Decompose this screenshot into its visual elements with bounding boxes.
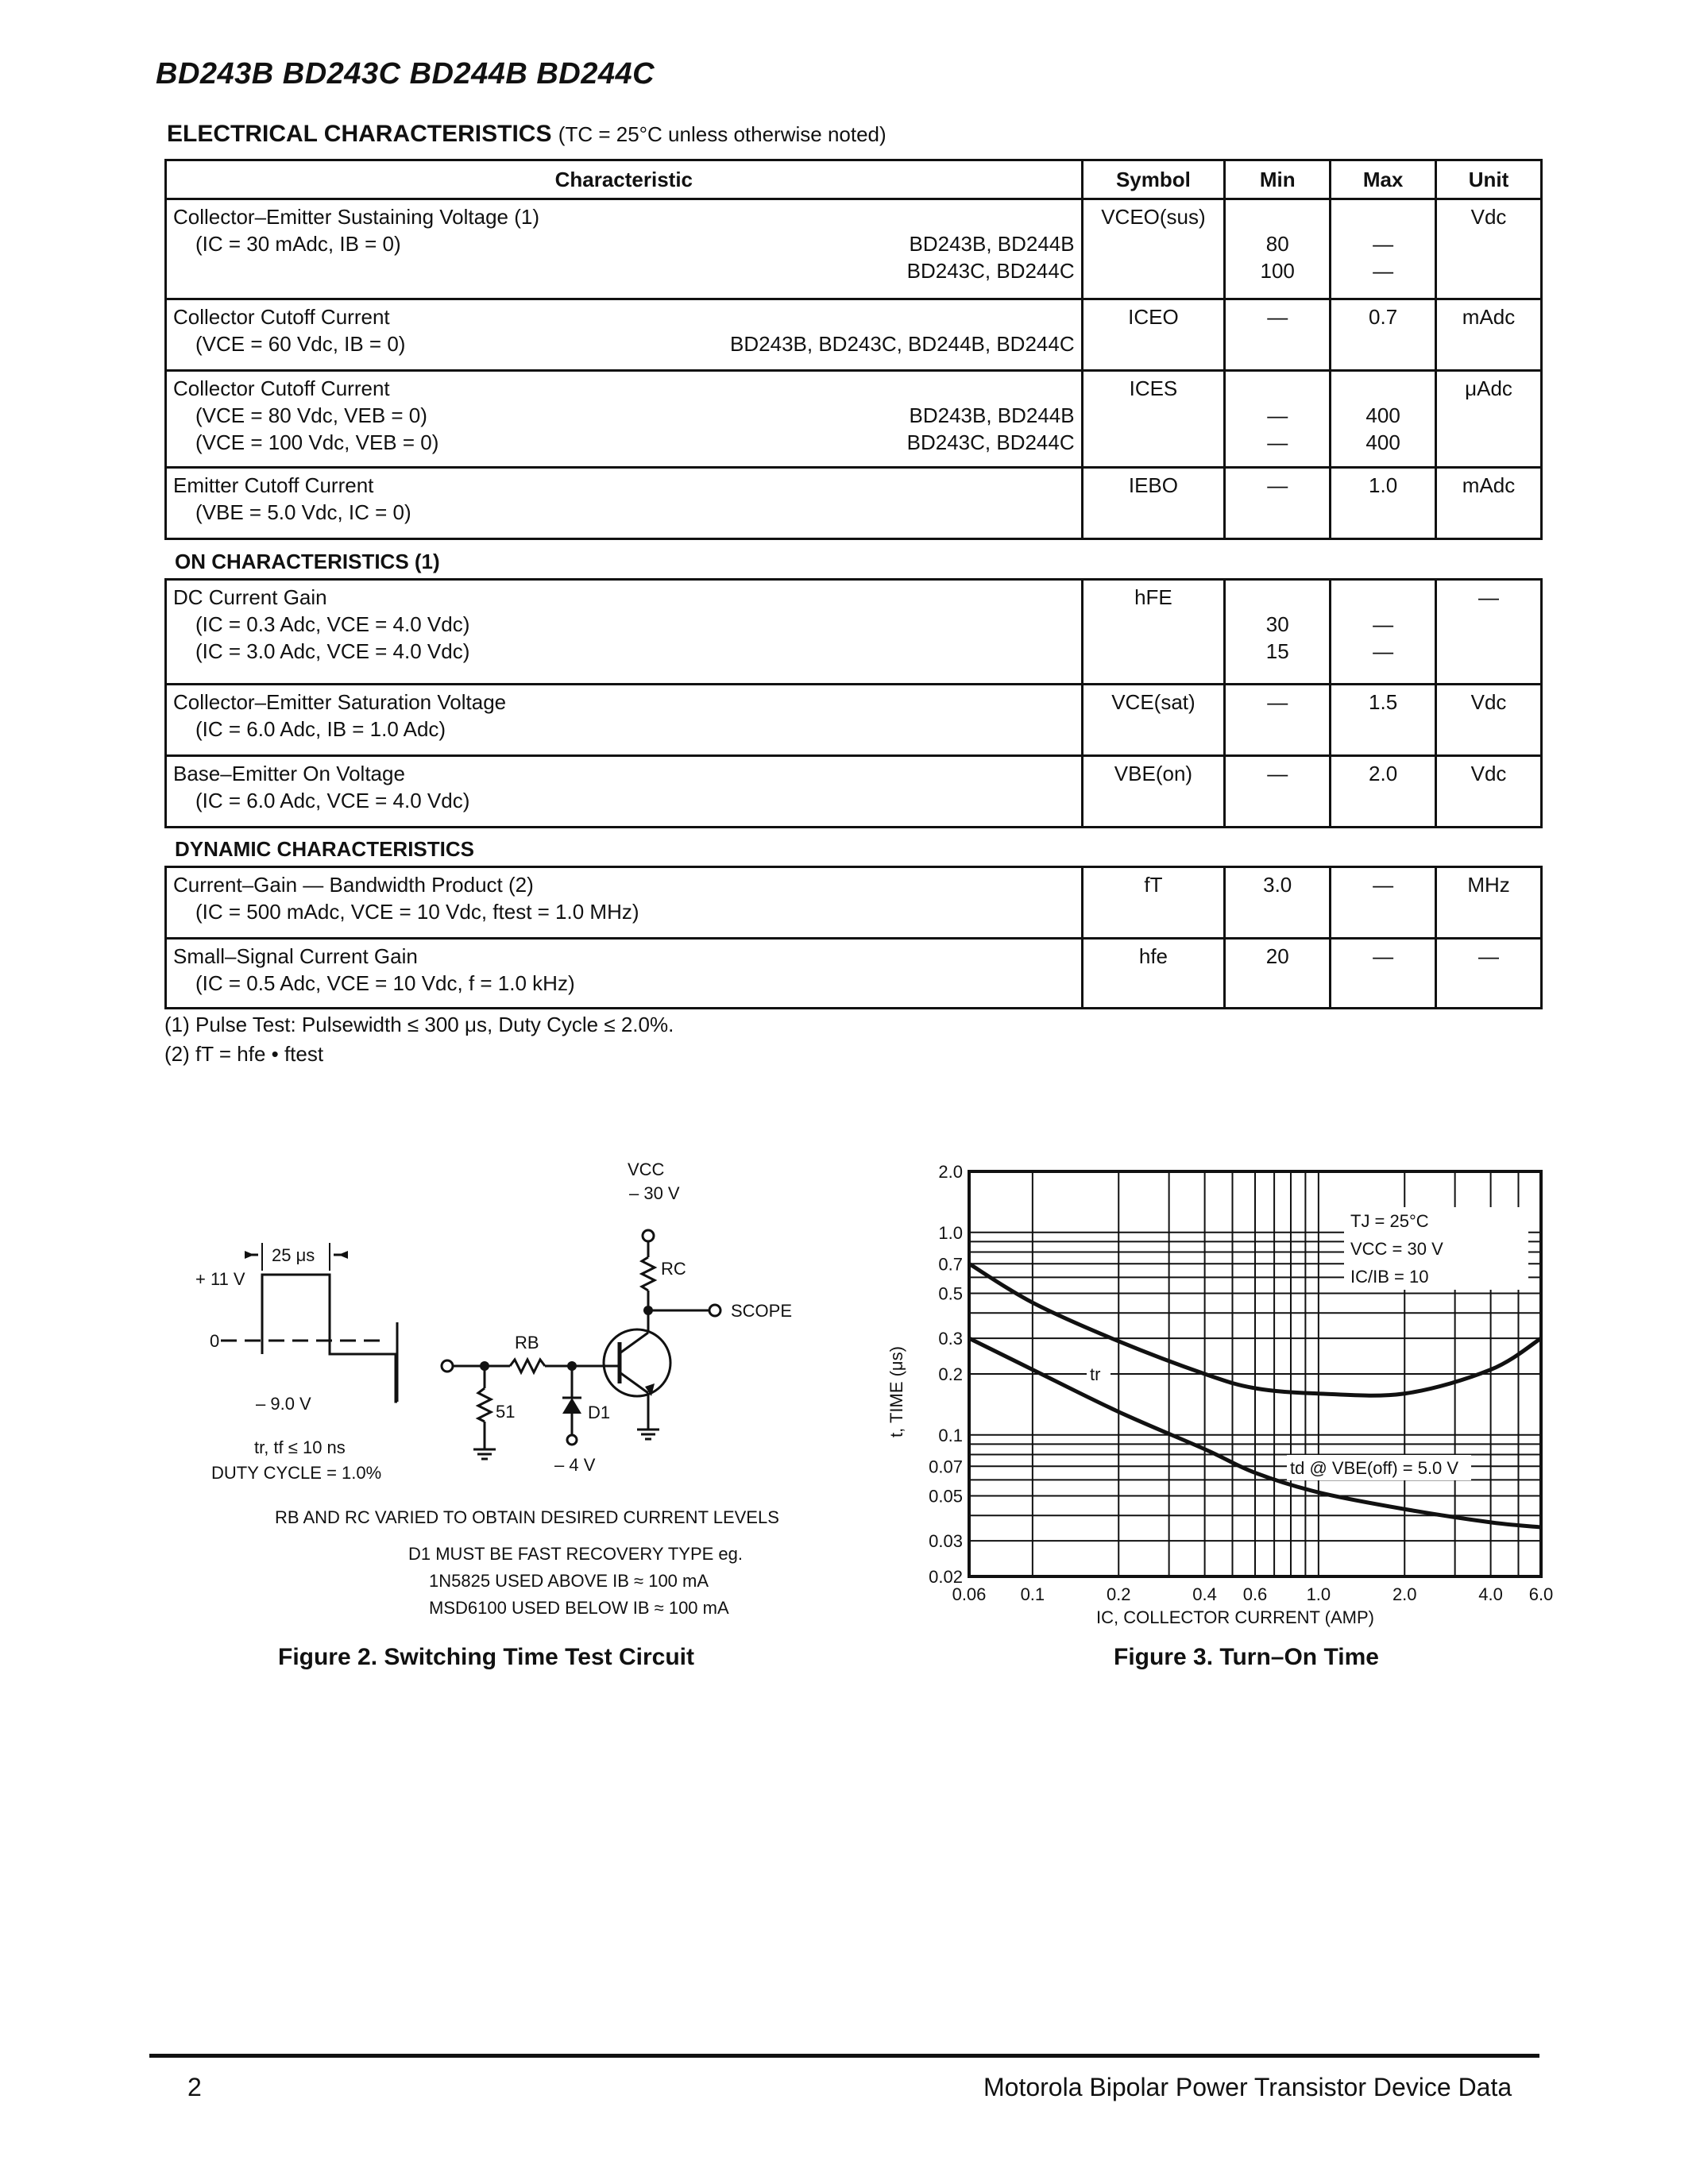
characteristic-name: Collector–Emitter Saturation Voltage (173, 690, 507, 714)
max-value: 400 (1365, 430, 1400, 454)
y-tick-label: 0.03 (929, 1531, 963, 1552)
characteristic-cell (166, 199, 1083, 299)
symbol-cell: ICES (1082, 371, 1225, 468)
col-max: Max (1331, 160, 1436, 199)
figure3-caption: Figure 3. Turn–On Time (1114, 1644, 1379, 1670)
min-value: — (1267, 403, 1288, 427)
characteristic-name: DC Current Gain (173, 585, 327, 609)
r51-label: 51 (496, 1402, 516, 1422)
zero-label: 0 (210, 1331, 220, 1351)
test-condition: (VCE = 60 Vdc, IB = 0) (195, 332, 406, 356)
legend-ic-ib: IC/IB = 10 (1350, 1267, 1429, 1287)
unit-cell: Vdc (1436, 685, 1542, 756)
max-value: 400 (1365, 403, 1400, 427)
test-condition: (IC = 6.0 Adc, IB = 1.0 Adc) (195, 717, 446, 741)
scope-terminal (709, 1305, 720, 1316)
unit-cell: Vdc (1436, 199, 1542, 299)
max-cell: 2.0 (1331, 756, 1436, 828)
arrow-icon (338, 1251, 348, 1259)
characteristic-name: Emitter Cutoff Current (173, 473, 374, 497)
test-condition: (VCE = 100 Vdc, VEB = 0) (195, 430, 439, 454)
table-row (166, 199, 1542, 299)
characteristic-cell (166, 580, 1083, 685)
section-title: ELECTRICAL CHARACTERISTICS (167, 121, 552, 147)
arrow-icon (245, 1251, 254, 1259)
x-tick-label: 6.0 (1528, 1584, 1554, 1604)
y-tick-label: 0.05 (929, 1486, 963, 1507)
series-label-tr: tr (1090, 1364, 1101, 1384)
part-numbers-title: BD243B BD243C BD244B BD244C (156, 57, 655, 91)
min-cell: — (1225, 756, 1331, 828)
rc-label: RC (661, 1259, 686, 1279)
d1-label: D1 (588, 1403, 611, 1422)
table-row (166, 756, 1542, 828)
max-value: — (1373, 259, 1394, 283)
dynamic-characteristics-label: DYNAMIC CHARACTERISTICS (175, 837, 474, 861)
scope-label: SCOPE (731, 1301, 793, 1321)
x-tick-label: 2.0 (1392, 1584, 1417, 1604)
table-row (166, 867, 1542, 939)
min-cell: — (1225, 468, 1331, 539)
characteristic-name: Base–Emitter On Voltage (173, 762, 405, 785)
table-header-row (166, 160, 1542, 199)
x-tick-label: 0.4 (1192, 1584, 1217, 1604)
y-tick-label: 0.7 (938, 1254, 963, 1275)
unit-cell: μAdc (1436, 371, 1542, 468)
x-axis-label: IC, COLLECTOR CURRENT (AMP) (1096, 1607, 1375, 1627)
d1-diode-icon (562, 1398, 581, 1414)
y-tick-label: 2.0 (938, 1162, 963, 1182)
unit-cell: mAdc (1436, 468, 1542, 539)
table-row (166, 468, 1542, 539)
col-symbol: Symbol (1082, 160, 1225, 199)
rc-resistor (642, 1257, 655, 1291)
symbol-cell: hfe (1082, 939, 1225, 1009)
off-characteristics-table (164, 159, 1543, 540)
vcc-label: VCC (628, 1160, 665, 1179)
characteristic-cell (166, 371, 1083, 468)
x-tick-label: 0.2 (1106, 1584, 1131, 1604)
device-list: BD243B, BD244B (909, 232, 1075, 256)
col-unit: Unit (1436, 160, 1542, 199)
legend-vcc: VCC = 30 V (1350, 1239, 1443, 1259)
col-characteristic: Characteristic (166, 160, 1083, 199)
y-axis-label: t, TIME (μs) (886, 1346, 906, 1437)
input-terminal (442, 1360, 453, 1372)
table-row (166, 939, 1542, 1009)
dynamic-characteristics-table (164, 866, 1543, 1009)
test-condition: (VBE = 5.0 Vdc, IC = 0) (195, 500, 411, 524)
diode-node (567, 1361, 577, 1371)
max-cell: — (1331, 867, 1436, 939)
x-tick-label: 0.6 (1242, 1584, 1268, 1604)
electrical-characteristics-heading (167, 121, 886, 148)
rb-resistor (510, 1360, 545, 1372)
on-characteristics-label: ON CHARACTERISTICS (1) (175, 550, 440, 573)
base-node (480, 1361, 489, 1371)
y-tick-label: 0.5 (938, 1283, 963, 1304)
x-tick-label: 4.0 (1478, 1584, 1503, 1604)
max-cell: 0.7 (1331, 299, 1436, 371)
y-tick-label: 1.0 (938, 1222, 963, 1243)
test-condition: (IC = 3.0 Adc, VCE = 4.0 Vdc) (195, 639, 470, 663)
max-value: — (1373, 639, 1394, 663)
min-value: — (1267, 430, 1288, 454)
test-condition: (IC = 500 mAdc, VCE = 10 Vdc, ftest = 1.0 MHz) (195, 900, 639, 924)
symbol-cell: VBE(on) (1082, 756, 1225, 828)
characteristic-name: Collector Cutoff Current (173, 376, 390, 400)
turn-on-time-chart (866, 1144, 1565, 1636)
legend-tj: TJ = 25°C (1350, 1211, 1429, 1231)
y-tick-label: 0.1 (938, 1425, 963, 1445)
characteristic-name: Collector–Emitter Sustaining Voltage (1) (173, 205, 540, 229)
symbol-cell: ICEO (1082, 299, 1225, 371)
symbol-cell: IEBO (1082, 468, 1225, 539)
test-condition: (IC = 0.3 Adc, VCE = 4.0 Vdc) (195, 612, 470, 636)
max-cell: 1.5 (1331, 685, 1436, 756)
table-row (166, 299, 1542, 371)
series-label-td: td @ VBE(off) = 5.0 V (1290, 1458, 1459, 1478)
y-tick-label: 0.07 (929, 1457, 963, 1477)
characteristic-cell (166, 756, 1083, 828)
max-cell: — (1331, 939, 1436, 1009)
unit-cell: mAdc (1436, 299, 1542, 371)
minus-4v-terminal (567, 1435, 577, 1445)
min-cell: 3.0 (1225, 867, 1331, 939)
characteristic-name: Small–Signal Current Gain (173, 944, 418, 968)
max-value: — (1373, 232, 1394, 256)
d1-note: D1 MUST BE FAST RECOVERY TYPE eg. (408, 1544, 744, 1564)
col-min: Min (1225, 160, 1331, 199)
section-condition: (TC = 25°C unless otherwise noted) (558, 122, 886, 146)
characteristic-name: Current–Gain — Bandwidth Product (2) (173, 873, 534, 897)
unit-cell: — (1436, 580, 1542, 685)
unit-cell: — (1436, 939, 1542, 1009)
vcc-value: – 30 V (629, 1183, 680, 1203)
device-list: BD243B, BD244B (909, 403, 1075, 427)
input-pulse-waveform (262, 1275, 397, 1402)
table-row (166, 580, 1542, 685)
table-row (166, 685, 1542, 756)
symbol-cell: VCE(sat) (1082, 685, 1225, 756)
min-value: 15 (1265, 639, 1289, 663)
characteristic-cell (166, 468, 1083, 539)
pulse-width-label: 25 μs (272, 1245, 315, 1265)
max-cell: 1.0 (1331, 468, 1436, 539)
footnote-ft: (2) fT = hfe • ftest (164, 1042, 324, 1066)
characteristic-name: Collector Cutoff Current (173, 305, 390, 329)
collector-node (643, 1306, 653, 1315)
symbol-cell: fT (1082, 867, 1225, 939)
x-tick-label: 0.1 (1020, 1584, 1045, 1604)
on-characteristics-table (164, 578, 1543, 828)
x-tick-label: 1.0 (1306, 1584, 1331, 1604)
test-condition: (IC = 6.0 Adc, VCE = 4.0 Vdc) (195, 789, 470, 812)
footer-rule (149, 2054, 1539, 2058)
vcc-terminal (643, 1230, 654, 1241)
1n5825-note: 1N5825 USED ABOVE IB ≈ 100 mA (429, 1571, 709, 1591)
footer-title: Motorola Bipolar Power Transistor Device Data (983, 2073, 1512, 2101)
max-value: — (1373, 612, 1394, 636)
min-cell: 20 (1225, 939, 1331, 1009)
max-cell (1331, 580, 1436, 685)
min-value: 100 (1260, 259, 1295, 283)
table-row (166, 371, 1542, 468)
rb-rc-note: RB AND RC VARIED TO OBTAIN DESIRED CURRENT LEVELS (275, 1507, 779, 1527)
min-value: 80 (1265, 232, 1289, 256)
y-tick-label: 0.02 (929, 1567, 963, 1587)
test-condition: (IC = 30 mAdc, IB = 0) (195, 232, 401, 256)
switching-time-test-circuit (175, 1144, 874, 1620)
min-cell (1225, 371, 1331, 468)
msd6100-note: MSD6100 USED BELOW IB ≈ 100 mA (429, 1598, 729, 1618)
y-tick-label: 0.2 (938, 1364, 963, 1384)
minus-4v-label: – 4 V (554, 1455, 596, 1475)
duty-cycle-label: DUTY CYCLE = 1.0% (211, 1463, 382, 1483)
rise-fall-time-label: tr, tf ≤ 10 ns (254, 1437, 346, 1457)
page-number: 2 (187, 2073, 202, 2101)
r51-resistor (478, 1388, 491, 1422)
rb-label: RB (515, 1333, 539, 1352)
symbol-cell: VCEO(sus) (1082, 199, 1225, 299)
characteristic-cell (166, 939, 1083, 1009)
device-list: BD243B, BD243C, BD244B, BD244C (730, 332, 1075, 356)
min-cell: — (1225, 299, 1331, 371)
device-list: BD243C, BD244C (906, 430, 1075, 454)
min-cell: — (1225, 685, 1331, 756)
unit-cell: Vdc (1436, 756, 1542, 828)
device-list: BD243C, BD244C (906, 259, 1075, 283)
min-cell (1225, 199, 1331, 299)
test-condition: (IC = 0.5 Adc, VCE = 10 Vdc, f = 1.0 kHz) (195, 971, 575, 995)
characteristic-cell (166, 867, 1083, 939)
test-condition: (VCE = 80 Vdc, VEB = 0) (195, 403, 427, 427)
plus-11v-label: + 11 V (195, 1269, 245, 1289)
unit-cell: MHz (1436, 867, 1542, 939)
min-cell (1225, 580, 1331, 685)
max-cell (1331, 371, 1436, 468)
min-value: 30 (1265, 612, 1289, 636)
characteristic-cell (166, 299, 1083, 371)
symbol-cell: hFE (1082, 580, 1225, 685)
y-tick-label: 0.3 (938, 1329, 963, 1349)
minus-9v-label: – 9.0 V (256, 1394, 311, 1414)
footnote-pulse-test: (1) Pulse Test: Pulsewidth ≤ 300 μs, Duty Cycle ≤ 2.0%. (164, 1013, 674, 1036)
characteristic-cell (166, 685, 1083, 756)
max-cell (1331, 199, 1436, 299)
x-tick-label: 0.06 (952, 1584, 987, 1604)
figure2-caption: Figure 2. Switching Time Test Circuit (278, 1644, 694, 1670)
